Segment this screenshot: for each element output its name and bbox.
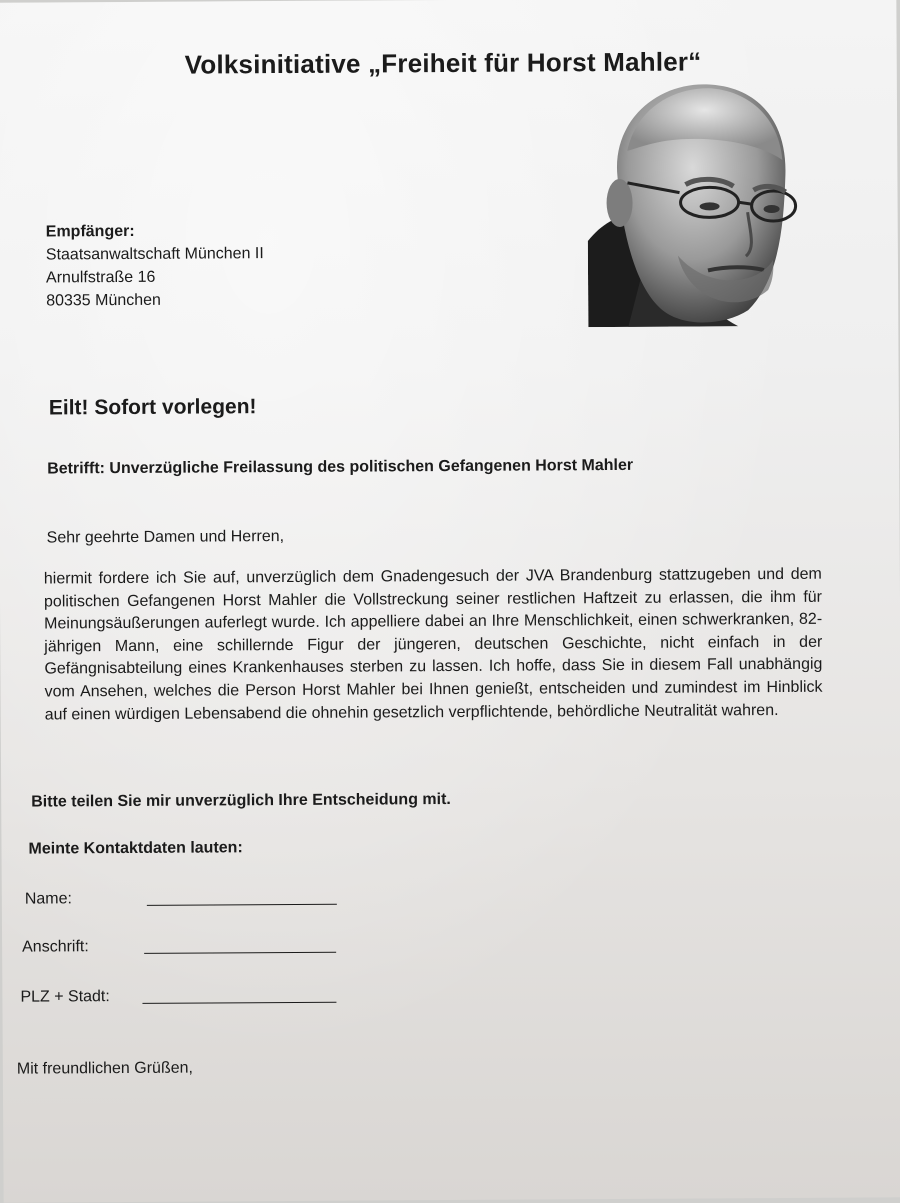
salutation: Sehr geehrte Damen und Herren,: [46, 528, 285, 547]
request-line: Bitte teilen Sie mir unverzüglich Ihre Entscheidung mit.: [31, 790, 451, 811]
postcode-city-field-line[interactable]: [142, 1002, 336, 1004]
name-field-line[interactable]: [147, 904, 337, 906]
portrait-photo: [587, 80, 800, 327]
address-field-line[interactable]: [144, 952, 336, 954]
postcode-city-field-label: PLZ + Stadt:: [20, 988, 110, 1006]
recipient-line-1: Staatsanwaltschaft München II: [45, 245, 264, 264]
address-field-label: Anschrift:: [22, 938, 89, 956]
letter-body: hiermit fordere ich Sie auf, unverzüglich dem Gnadengesuch der JVA Brandenburg stattzugeben und dem politischen Gefangenen Horst Mahler die Vollstreckung seiner restlichen Haftzeit zu erlassen, die ihm für Meinungsäußerungen auferlegt wurde. Ich appelliere dabei an Ihre Menschlichkeit, einen schwerkranken, 82-jährigen Mann, eine schillernde Figur der jüngeren, deutschen Geschichte, nicht einfach in der Gefängnisabteilung eines Krankenhauses sterben zu lassen. Ich hoffe, dass Sie in diesem Fall unabhängig vom Ansehen, welches die Person Horst Mahler bei Ihnen genießt, entscheiden und zumindest im Hinblick auf einen würdigen Lebensabend die ohnehin gesetzlich verpflichtende, behördliche Neutralität wahren.: [43, 565, 823, 724]
recipient-line-2: Arnulfstraße 16: [45, 268, 156, 287]
recipient-line-3: 80335 München: [46, 291, 161, 310]
address-field[interactable]: [22, 938, 89, 956]
recipient-label: Empfänger:: [45, 222, 135, 241]
postcode-city-field[interactable]: [20, 988, 109, 1007]
recipient-address: [46, 219, 264, 312]
closing-line: Mit freundlichen Grüßen,: [16, 1059, 193, 1078]
page-title: Volksinitiative „Freiheit für Horst Mahler“: [184, 46, 702, 80]
name-field-label: Name:: [24, 890, 72, 908]
name-field[interactable]: [25, 890, 72, 908]
contact-heading: Meinte Kontaktdaten lauten:: [28, 839, 243, 858]
subject-line: Betrifft: Unverzügliche Freilassung des politischen Gefangenen Horst Mahler: [47, 456, 634, 478]
urgent-notice: Eilt! Sofort vorlegen!: [48, 395, 257, 420]
